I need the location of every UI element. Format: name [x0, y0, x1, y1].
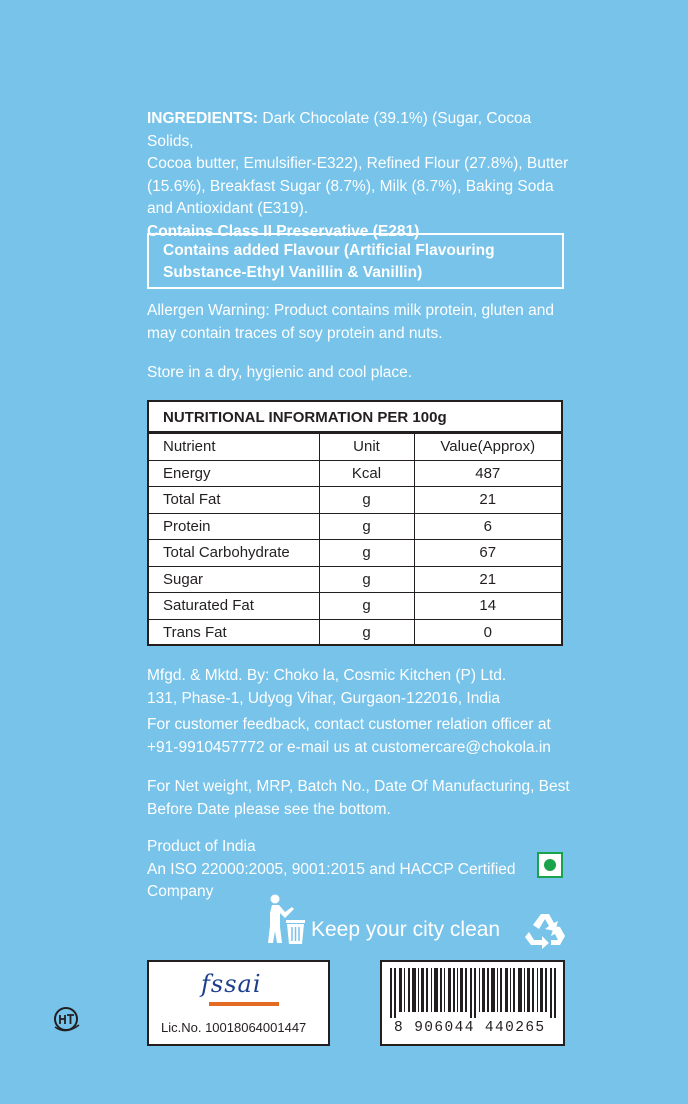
nutrition-grid	[149, 433, 561, 646]
nutrient-value: 21	[414, 566, 561, 593]
ingredients-section	[147, 108, 577, 243]
origin-info	[147, 836, 577, 904]
nutrient-unit: g	[319, 487, 414, 514]
manufacturer-line-1: Mfgd. & Mktd. By: Choko la, Cosmic Kitchen (P) Ltd.	[147, 667, 507, 684]
nutrient-name: Total Fat	[149, 487, 319, 514]
ingredients-line-1: INGREDIENTS: Dark Chocolate (39.1%) (Sugar, Cocoa Solids,	[147, 110, 532, 150]
net-weight-line-1: For Net weight, MRP, Batch No., Date Of Manufacturing, Best	[147, 778, 570, 795]
fssai-underline	[209, 1002, 279, 1006]
nutrient-unit: g	[319, 593, 414, 620]
flavour-line-1: Contains added Flavour (Artificial Flavouring	[163, 242, 495, 259]
manufacturer-info	[147, 665, 577, 759]
nutrient-unit: g	[319, 566, 414, 593]
preservative-note: Contains Class II Preservative (E281)	[147, 222, 420, 240]
nutrient-value: 67	[414, 540, 561, 567]
ingredients-line-3: (15.6%), Breakfast Sugar (8.7%), Milk (8.7%), Baking Soda	[147, 177, 554, 195]
nutrient-name: Trans Fat	[149, 619, 319, 646]
origin-line-1: Product of India	[147, 838, 256, 855]
barcode-box	[380, 960, 565, 1046]
recycle-icon	[524, 910, 566, 950]
table-row	[149, 593, 561, 620]
nutrient-value: 21	[414, 487, 561, 514]
keep-city-clean-text: Keep your city clean	[311, 918, 501, 941]
nutrient-value: 6	[414, 513, 561, 540]
nutrient-name: Saturated Fat	[149, 593, 319, 620]
fssai-logo: fssai	[201, 970, 262, 998]
table-row	[149, 540, 561, 567]
veg-dot	[544, 859, 556, 871]
nutrient-value: 14	[414, 593, 561, 620]
header-nutrient: Nutrient	[149, 434, 319, 461]
table-row	[149, 513, 561, 540]
flavour-box	[147, 233, 564, 289]
feedback-line-2: +91-9910457772 or e-mail us at customercare@chokola.in	[147, 738, 551, 756]
table-row	[149, 566, 561, 593]
nutrient-name: Total Carbohydrate	[149, 540, 319, 567]
barcode-icon	[390, 968, 558, 1018]
flavour-line-2: Substance-Ethyl Vanillin & Vanillin)	[163, 264, 423, 281]
table-row	[149, 487, 561, 514]
origin-line-3: Company	[147, 883, 214, 900]
table-row	[149, 460, 561, 487]
barcode-number: 8 906044 440265	[394, 1020, 546, 1036]
table-row	[149, 619, 561, 646]
origin-line-2: An ISO 22000:2005, 9001:2015 and HACCP Certified	[147, 860, 516, 878]
allergen-line-2: may contain traces of soy protein and nuts.	[147, 324, 443, 342]
nutrient-unit: g	[319, 513, 414, 540]
ingredients-heading: INGREDIENTS:	[147, 110, 259, 127]
nutrient-unit: g	[319, 540, 414, 567]
brand-mark-icon	[52, 1005, 82, 1035]
nutrition-header-row	[149, 434, 561, 461]
nutrient-unit: Kcal	[319, 460, 414, 487]
allergen-line-1: Allergen Warning: Product contains milk protein, gluten and	[147, 302, 554, 319]
nutrition-title: NUTRITIONAL INFORMATION PER 100g	[149, 402, 561, 433]
fssai-license-box	[147, 960, 330, 1046]
nutrient-name: Protein	[149, 513, 319, 540]
net-weight-line-2: Before Date please see the bottom.	[147, 800, 391, 818]
storage-note: Store in a dry, hygienic and cool place.	[147, 364, 413, 381]
header-value: Value(Approx)	[414, 434, 561, 461]
nutrition-table	[147, 400, 563, 646]
license-number: Lic.No. 10018064001447	[161, 1020, 307, 1035]
manufacturer-line-2: 131, Phase-1, Udyog Vihar, Gurgaon-122016, India	[147, 689, 501, 707]
feedback-line-1: For customer feedback, contact customer relation officer at	[147, 716, 551, 733]
nutrient-name: Energy	[149, 460, 319, 487]
nutrient-unit: g	[319, 619, 414, 646]
nutrient-value: 0	[414, 619, 561, 646]
ingredients-line-4: and Antioxidant (E319).	[147, 200, 309, 217]
header-unit: Unit	[319, 434, 414, 461]
veg-mark-icon	[537, 852, 563, 878]
nutrient-name: Sugar	[149, 566, 319, 593]
ingredients-line-2: Cocoa butter, Emulsifier-E322), Refined Flour (27.8%), Butter	[147, 155, 569, 172]
net-weight-note	[147, 776, 577, 821]
allergen-warning	[147, 300, 577, 345]
nutrient-value: 487	[414, 460, 561, 487]
dustbin-icon	[266, 893, 306, 945]
